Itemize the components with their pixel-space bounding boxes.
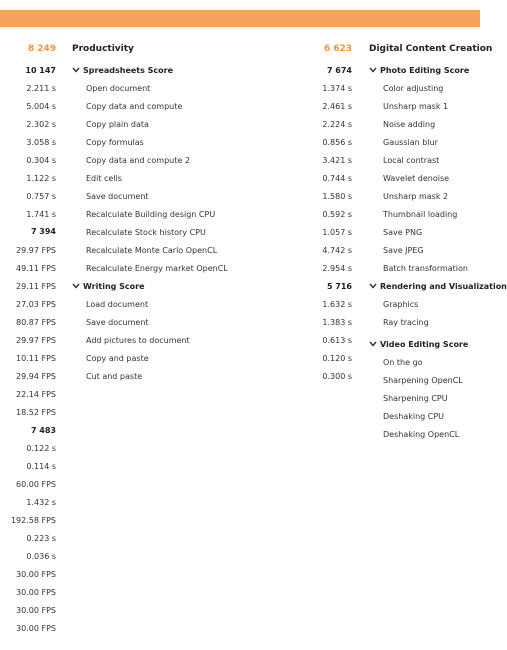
result-value: 1.057 s: [322, 228, 352, 237]
spreadsheets-score: 10 147: [25, 66, 56, 75]
test-label: Save document: [86, 192, 149, 201]
result-value: 1.432 s: [26, 498, 56, 507]
result-value: 30.00 FPS: [16, 606, 56, 615]
result-value: 0.856 s: [322, 138, 352, 147]
test-label: Gaussian blur: [383, 138, 438, 147]
test-label: Deshaking OpenCL: [383, 430, 460, 439]
result-value: 5.004 s: [26, 102, 56, 111]
test-label: Recalculate Stock history CPU: [86, 228, 206, 237]
result-value: 2.461 s: [322, 102, 352, 111]
video-toggle[interactable]: [369, 340, 468, 349]
result-value: 18.52 FPS: [16, 408, 56, 417]
dcc-score: 6 623: [323, 44, 352, 54]
rendering-score: 5 716: [326, 282, 352, 291]
result-value: 0.114 s: [26, 462, 56, 471]
result-value: 1.632 s: [322, 300, 352, 309]
spreadsheets-title: Spreadsheets Score: [83, 66, 174, 75]
result-value: 27.03 FPS: [16, 300, 56, 309]
result-value: 0.744 s: [322, 174, 352, 183]
test-label: Deshaking CPU: [383, 412, 445, 421]
chevron-down-icon: [369, 66, 377, 75]
writing-toggle[interactable]: [72, 282, 145, 291]
result-value: 0.300 s: [322, 372, 352, 381]
photo-score: 7 674: [326, 66, 352, 75]
test-label: Wavelet denoise: [383, 174, 450, 183]
result-value: 0.757 s: [26, 192, 56, 201]
chevron-down-icon: [369, 282, 377, 291]
subscore-value: 7 394: [30, 227, 56, 236]
productivity-score: 8 249: [27, 44, 56, 54]
test-label: Color adjusting: [383, 84, 444, 93]
test-label: Noise adding: [383, 120, 436, 129]
result-value: 2.302 s: [26, 120, 56, 129]
test-label: Unsharp mask 1: [383, 102, 449, 111]
test-label: Add pictures to document: [86, 336, 190, 345]
test-label: Load document: [86, 300, 149, 309]
result-value: 0.120 s: [322, 354, 352, 363]
rendering-toggle-title: Rendering and Visualization: [380, 282, 507, 291]
test-label: Batch transformation: [383, 264, 468, 273]
result-value: 0.223 s: [26, 534, 56, 543]
test-label: Copy plain data: [86, 120, 149, 129]
result-value: 1.741 s: [26, 210, 56, 219]
result-value: 29.94 FPS: [16, 372, 56, 381]
result-value: 1.374 s: [322, 84, 352, 93]
test-label: Graphics: [383, 300, 419, 309]
result-value: 29.11 FPS: [16, 282, 56, 291]
subscore-value: 7 483: [30, 426, 56, 435]
test-label: Copy formulas: [86, 138, 144, 147]
result-value: 22.14 FPS: [16, 390, 56, 399]
result-value: 2.224 s: [322, 120, 352, 129]
result-value: 0.613 s: [322, 336, 352, 345]
test-label: Save document: [86, 318, 149, 327]
result-value: 2.954 s: [322, 264, 352, 273]
test-label: Open document: [86, 84, 151, 93]
result-value: 192.58 FPS: [10, 516, 56, 525]
dcc-title: Digital Content Creation: [369, 44, 493, 54]
result-value: 2.211 s: [26, 84, 56, 93]
test-label: Sharpening OpenCL: [383, 376, 463, 385]
result-value: 0.036 s: [26, 552, 56, 561]
result-value: 30.00 FPS: [16, 624, 56, 633]
test-label: Recalculate Monte Carlo OpenCL: [86, 246, 218, 255]
photo-toggle[interactable]: [369, 66, 469, 75]
productivity-title: Productivity: [72, 44, 134, 54]
spreadsheets-toggle[interactable]: [72, 66, 173, 75]
test-label: On the go: [383, 358, 423, 367]
test-label: Recalculate Building design CPU: [86, 210, 216, 219]
result-value: 0.122 s: [26, 444, 56, 453]
test-label: Recalculate Energy market OpenCL: [86, 264, 228, 273]
test-label: Copy and paste: [86, 354, 149, 363]
result-value: 30.00 FPS: [16, 570, 56, 579]
test-label: Local contrast: [383, 156, 440, 165]
test-label: Cut and paste: [86, 372, 143, 381]
test-label: Unsharp mask 2: [383, 192, 449, 201]
chevron-down-icon: [72, 66, 80, 75]
result-value: 29.97 FPS: [16, 246, 56, 255]
result-value: 0.304 s: [26, 156, 56, 165]
result-value: 80.87 FPS: [16, 318, 56, 327]
result-value: 10.11 FPS: [16, 354, 56, 363]
result-value: 4.742 s: [322, 246, 352, 255]
result-value: 1.580 s: [322, 192, 352, 201]
result-value: 3.421 s: [322, 156, 352, 165]
result-value: 0.592 s: [322, 210, 352, 219]
test-label: Edit cells: [86, 174, 122, 183]
result-value: 1.383 s: [322, 318, 352, 327]
test-label: Ray tracing: [383, 318, 429, 327]
test-label: Thumbnail loading: [383, 210, 458, 219]
test-label: Save JPEG: [383, 246, 424, 255]
test-label: Sharpening CPU: [383, 394, 448, 403]
video-toggle-title: Video Editing Score: [380, 340, 469, 349]
chevron-down-icon: [72, 282, 80, 291]
result-value: 60.00 FPS: [16, 480, 56, 489]
test-label: Copy data and compute: [86, 102, 183, 111]
chevron-down-icon: [369, 340, 377, 349]
writing-toggle-title: Writing Score: [83, 282, 145, 291]
test-label: Save PNG: [383, 228, 423, 237]
result-value: 1.122 s: [26, 174, 56, 183]
header-bar: [0, 10, 480, 27]
rendering-toggle[interactable]: [369, 282, 507, 291]
result-value: 3.058 s: [26, 138, 56, 147]
test-label: Copy data and compute 2: [86, 156, 190, 165]
result-value: 29.97 FPS: [16, 336, 56, 345]
result-value: 49.11 FPS: [16, 264, 56, 273]
photo-toggle-title: Photo Editing Score: [380, 66, 470, 75]
result-value: 30.00 FPS: [16, 588, 56, 597]
